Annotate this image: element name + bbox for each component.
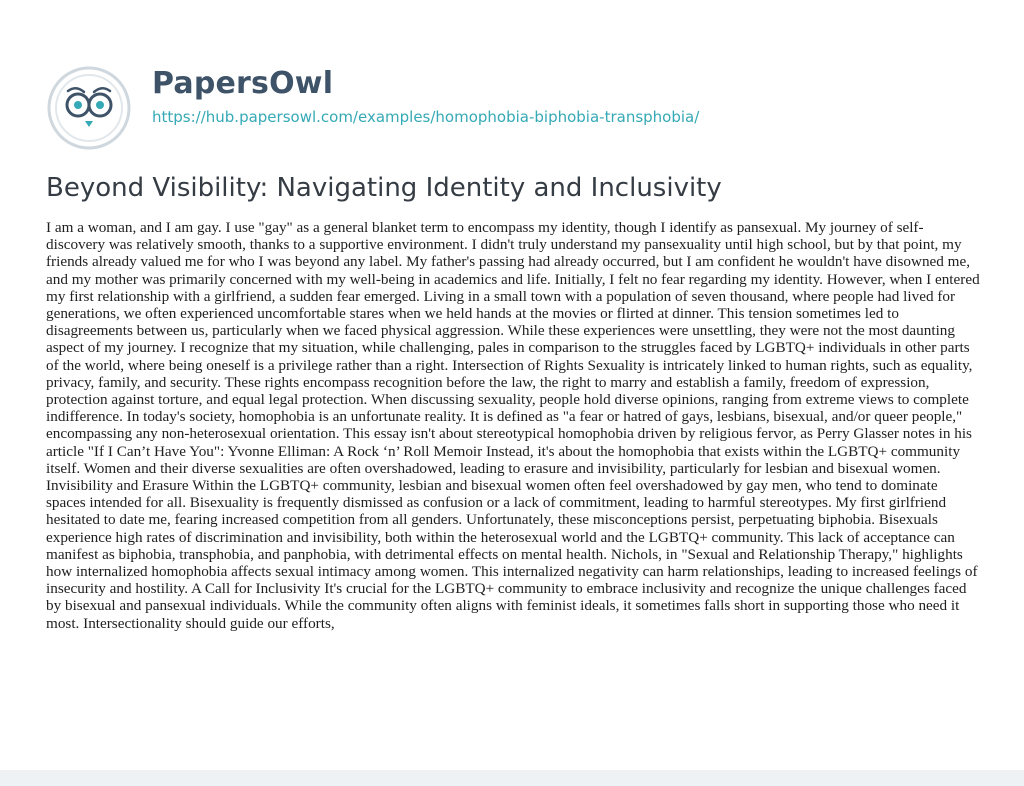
- source-url-link[interactable]: https://hub.papersowl.com/examples/homophobia-biphobia-transphobia/: [152, 108, 700, 126]
- footer-divider: [0, 770, 1024, 786]
- article-title: Beyond Visibility: Navigating Identity and Inclusivity: [46, 173, 722, 203]
- site-header: [0, 0, 1024, 160]
- owl-logo-icon[interactable]: [46, 65, 132, 151]
- article-body: I am a woman, and I am gay. I use "gay" as a general blanket term to encompass my identity, though I identify as pansexual. My journey of self-discovery was relatively smooth, thanks to a supportive environment. I didn't truly understand my pansexuality until high school, but by that point, my friends already valued me for who I was beyond any label. My father's passing had already occurred, but I am confident he wouldn't have disowned me, and my mother was primarily concerned with my well-being in academics and life. Initially, I felt no fear regarding my identity. However, when I entered my first relationship with a girlfriend, a sudden fear emerged. Living in a small town with a population of seven thousand, where people had lived for generations, we often experienced uncomfortable stares when we held hands at the movies or flirted at dinner. This tension sometimes led to disagreements between us, particularly when we faced physical aggression. While these experiences were unsettling, they were not the most daunting aspect of my journey. I recognize that my situation, while challenging, pales in comparison to the struggles faced by LGBTQ+ individuals in other parts of the world, where being oneself is a privilege rather than a right. Intersection of Rights Sexuality is intricately linked to human rights, such as equality, privacy, family, and security. These rights encompass recognition before the law, the right to marry and establish a family, freedom of expression, protection against torture, and equal legal protection. When discussing sexuality, people hold diverse opinions, ranging from extreme views to complete indifference. In today's society, homophobia is an unfortunate reality. It is defined as "a fear or hatred of gays, lesbians, bisexual, and/or queer people," encompassing any non-heterosexual orientation. This essay isn't about stereotypical homophobia driven by religious fervor, as Perry Glasser notes in his article "If I Can’t Have You": Yvonne Elliman: A Rock ‘n’ Roll Memoir Instead, it's about the homophobia that exists within the LGBTQ+ community itself. Women and their diverse sexualities are often overshadowed, leading to erasure and invisibility, particularly for lesbian and bisexual women. Invisibility and Erasure Within the LGBTQ+ community, lesbian and bisexual women often feel overshadowed by gay men, who tend to dominate spaces intended for all. Bisexuality is frequently dismissed as confusion or a lack of commitment, leading to harmful stereotypes. My first girlfriend hesitated to date me, fearing increased competition from all genders. Unfortunately, these misconceptions persist, perpetuating biphobia. Bisexuals experience high rates of discrimination and invisibility, both within the heterosexual world and the LGBTQ+ community. This lack of acceptance can manifest as biphobia, transphobia, and panphobia, with detrimental effects on mental health. Nichols, in "Sexual and Relationship Therapy," highlights how internalized homophobia affects sexual intimacy among women. This internalized negativity can harm relationships, leading to increased feelings of insecurity and hostility. A Call for Inclusivity It's crucial for the LGBTQ+ community to embrace inclusivity and recognize the unique challenges faced by bisexual and pansexual individuals. While the community often aligns with feminist ideals, it sometimes falls short in supporting those who need it most. Intersectionality should guide our efforts,: [46, 219, 980, 632]
- brand-name[interactable]: PapersOwl: [152, 66, 334, 101]
